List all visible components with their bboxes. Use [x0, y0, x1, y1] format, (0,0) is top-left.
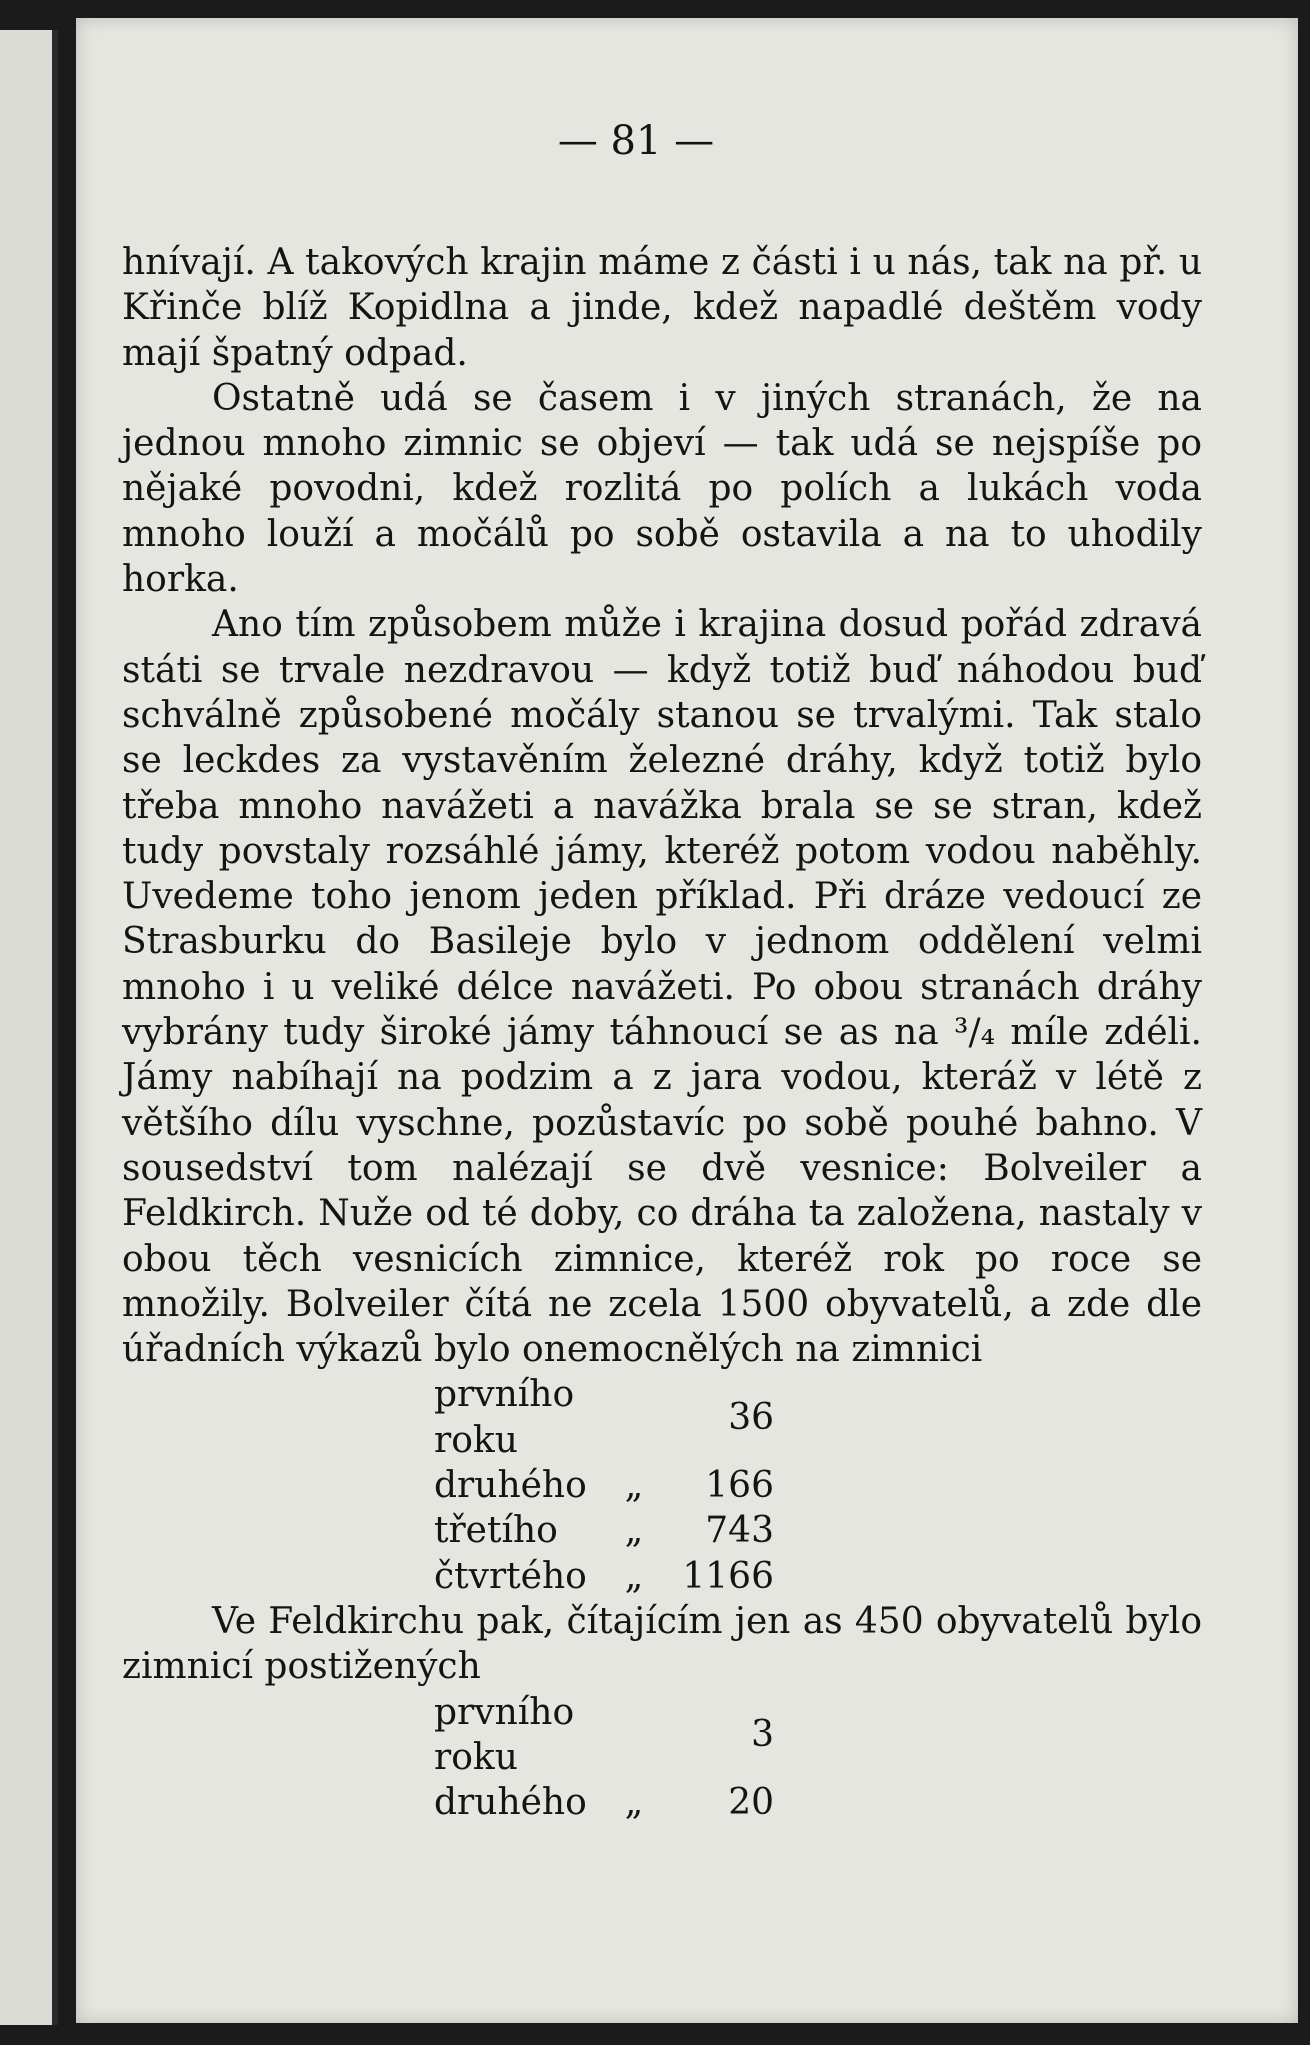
ditto-mark [604, 1372, 664, 1463]
ditto-mark: „ [624, 1465, 644, 1507]
case-count: 743 [705, 1510, 774, 1552]
bolveiler-sickness-table [434, 1372, 774, 1598]
case-count: 36 [728, 1397, 774, 1439]
paragraph-2: Ostatně udá se časem i v jiných stranách, že na jednou mnoho zimnic se objeví — tak udá se nejspíše po nějaké povodni, kdež rozlitá po polích a lukách voda mnoho louží a močálů po sobě ostavila a na to uhodily horka. [122, 377, 1202, 601]
year-label: druhého [434, 1782, 587, 1824]
table-row [434, 1780, 774, 1825]
book-page [76, 18, 1298, 2023]
year-label: druhého [434, 1465, 587, 1507]
case-count: 20 [728, 1782, 774, 1824]
ditto-mark: „ [624, 1555, 644, 1597]
table-row [434, 1463, 774, 1508]
case-count: 3 [751, 1714, 774, 1756]
table-row [434, 1372, 774, 1463]
year-label: čtvrtého [434, 1555, 587, 1597]
paragraph-1: hnívají. A takových krajin máme z části i u nás, tak na př. u Křinče blíž Kopidlna a jinde, kdež napadlé deštěm vody mají špatný odpad. [122, 242, 1202, 374]
ditto-mark: „ [624, 1782, 644, 1824]
ditto-mark: „ [624, 1510, 644, 1552]
page-body [122, 240, 1202, 1825]
feldkirch-sickness-table [434, 1690, 774, 1826]
ditto-mark [604, 1690, 664, 1781]
adjacent-page-edge [0, 30, 58, 2025]
case-count: 1166 [682, 1555, 774, 1597]
table-row [434, 1690, 774, 1781]
paragraph-3: Ano tím způsobem může i krajina dosud pořád zdravá státi se trvale nezdravou — když totiž buď náhodou buď schválně způsobené močály stanou se trvalými. Tak stalo se leckdes za vystavěním železné dráhy, když totiž bylo třeba mnoho navážeti a navážka brala se se stran, kdež tudy povstaly rozsáhlé jámy, kteréž potom vodou naběhly. Uvedeme toho jenom jeden příklad. Při dráze vedoucí ze Strasburku do Basileje bylo v jednom oddělení velmi mnoho i u veliké délce navážeti. Po obou stranách dráhy vybrány tudy široké jámy táhnoucí se as na ³/₄ míle zdéli. Jámy nabíhají na podzim a z jara vodou, kteráž v létě z většího dílu vyschne, pozůstavíc po sobě pouhé bahno. V sousedství tom nalézají se dvě vesnice: Bolveiler a Feldkirch. Nuže od té doby, co dráha ta založena, nastaly v obou těch vesnicích zimnice, kteréž rok po roce se množily. Bolveiler čítá ne zcela 1500 obyvatelů, a zde dle úřadních výkazů bylo onemocnělých na zimnici [122, 604, 1202, 1371]
year-label: prvního roku [434, 1374, 575, 1461]
year-label: třetího [434, 1510, 558, 1552]
page-number: — 81 — [557, 118, 715, 164]
year-label: prvního roku [434, 1691, 575, 1778]
table-row [434, 1554, 774, 1599]
paragraph-4: Ve Feldkirchu pak, čítajícím jen as 450 obyvatelů bylo zimnicí postižených [122, 1600, 1202, 1688]
case-count: 166 [705, 1465, 774, 1507]
table-row [434, 1508, 774, 1553]
